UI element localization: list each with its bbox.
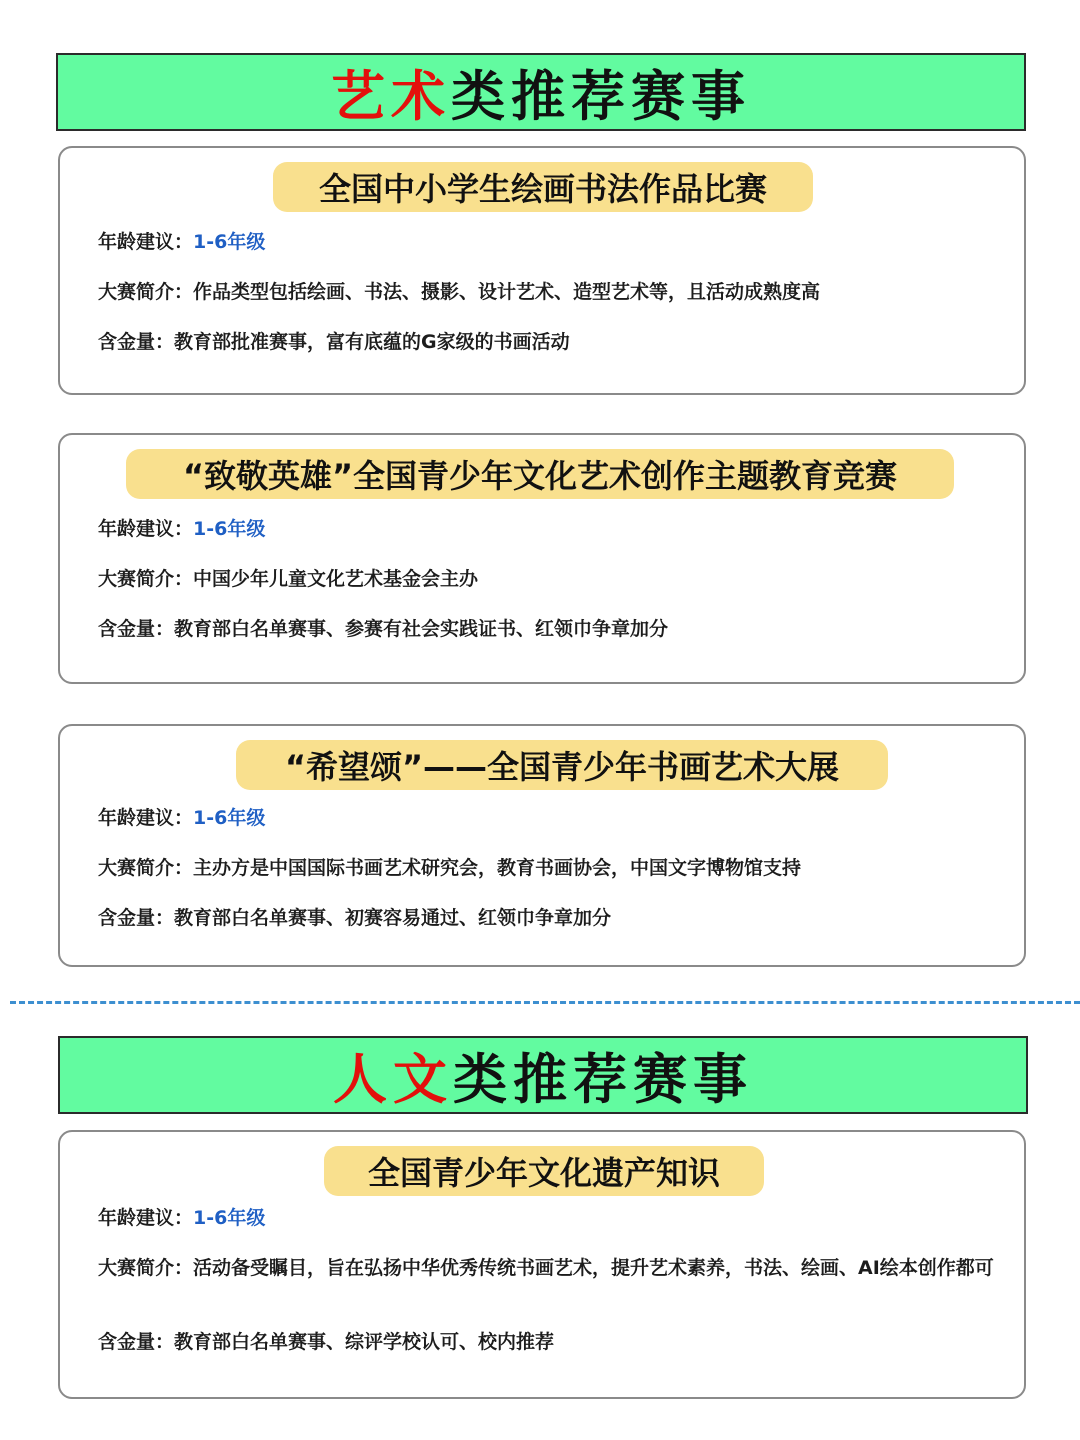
section-accent-text: 人文	[333, 1046, 453, 1111]
intro-row	[98, 280, 998, 305]
value-label: 含金量：	[98, 331, 175, 353]
age-row	[98, 806, 998, 831]
value-label: 含金量：	[98, 618, 175, 640]
value-text: 教育部批准赛事，富有底蕴的G家级的书画活动	[174, 331, 570, 353]
age-row	[98, 1206, 998, 1231]
intro-value: 中国少年儿童文化艺术基金会主办	[193, 568, 479, 590]
intro-row	[98, 1256, 998, 1281]
age-label: 年龄建议：	[98, 231, 194, 253]
card-title: “致敬英雄”全国青少年文化艺术创作主题教育竞赛	[126, 449, 954, 499]
age-value: 1-6年级	[193, 518, 266, 540]
value-text: 教育部白名单赛事、参赛有社会实践证书、红领巾争章加分	[174, 618, 669, 640]
intro-label: 大赛简介：	[98, 857, 194, 879]
age-value: 1-6年级	[193, 231, 266, 253]
age-value: 1-6年级	[193, 1207, 266, 1229]
competition-card-3	[58, 724, 1026, 967]
intro-value: 主办方是中国国际书画艺术研究会，教育书画协会，中国文字博物馆支持	[193, 857, 802, 879]
value-label: 含金量：	[98, 1331, 175, 1353]
intro-label: 大赛简介：	[98, 568, 194, 590]
intro-row	[98, 567, 998, 592]
intro-value: 活动备受瞩目，旨在弘扬中华优秀传统书画艺术，提升艺术素养，书法、绘画、AI绘本创作都可	[193, 1257, 994, 1279]
section-title-text: 类推荐赛事	[453, 1046, 753, 1111]
value-text: 教育部白名单赛事、综评学校认可、校内推荐	[174, 1331, 555, 1353]
intro-label: 大赛简介：	[98, 281, 194, 303]
value-row	[98, 906, 998, 931]
intro-row	[98, 856, 998, 881]
value-row	[98, 1330, 998, 1355]
age-label: 年龄建议：	[98, 1207, 194, 1229]
value-row	[98, 617, 998, 642]
age-label: 年龄建议：	[98, 807, 194, 829]
value-row	[98, 330, 998, 355]
value-text: 教育部白名单赛事、初赛容易通过、红领巾争章加分	[174, 907, 612, 929]
competition-card-1	[58, 146, 1026, 395]
section-header-humanities	[58, 1036, 1028, 1114]
competition-card-2	[58, 433, 1026, 684]
card-title: “希望颂”——全国青少年书画艺术大展	[236, 740, 888, 790]
age-row	[98, 517, 998, 542]
section-header-art	[56, 53, 1026, 131]
section-accent-text: 艺术	[331, 63, 451, 128]
age-row	[98, 230, 998, 255]
value-label: 含金量：	[98, 907, 175, 929]
age-value: 1-6年级	[193, 807, 266, 829]
intro-value: 作品类型包括绘画、书法、摄影、设计艺术、造型艺术等，且活动成熟度高	[193, 281, 821, 303]
intro-label: 大赛简介：	[98, 1257, 194, 1279]
section-divider	[10, 1001, 1080, 1004]
card-title: 全国青少年文化遗产知识	[324, 1146, 764, 1196]
card-title: 全国中小学生绘画书法作品比赛	[273, 162, 813, 212]
section-title-text: 类推荐赛事	[451, 63, 751, 128]
age-label: 年龄建议：	[98, 518, 194, 540]
competition-card-4	[58, 1130, 1026, 1399]
